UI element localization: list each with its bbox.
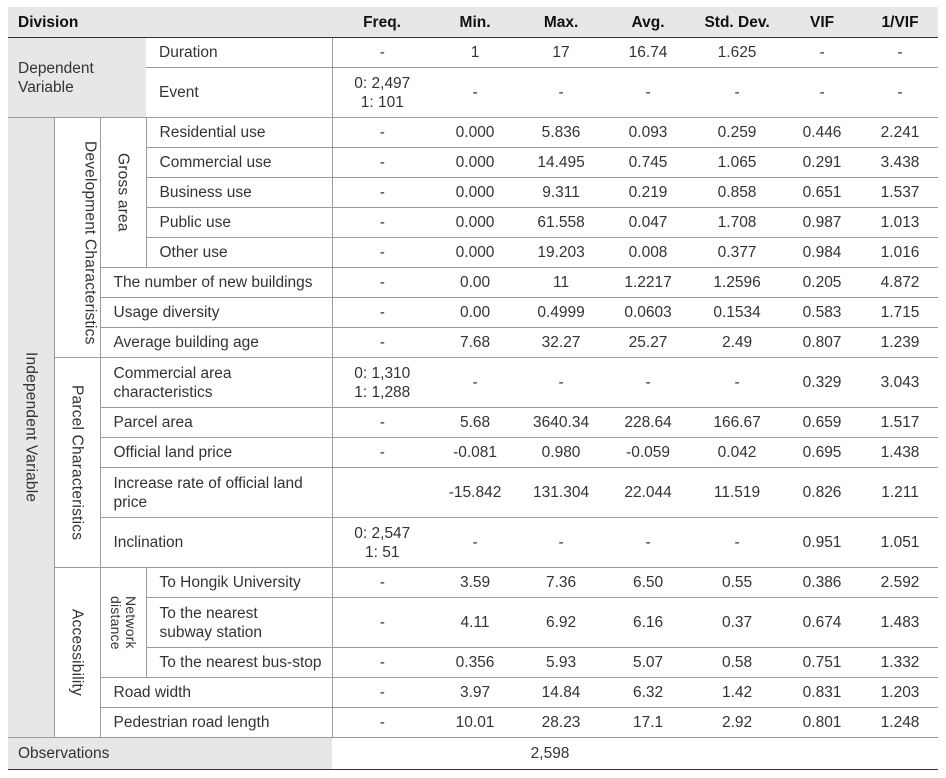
cell-min: 0.00 (432, 268, 518, 298)
header-min: Min. (432, 7, 518, 38)
cell-min: 10.01 (432, 708, 518, 738)
cell-avg: 0.0603 (604, 298, 692, 328)
cell-avg: 5.07 (604, 648, 692, 678)
cell-min: 0.000 (432, 148, 518, 178)
row-label: To the nearest bus-stop (146, 648, 332, 678)
cell-std: 0.042 (692, 438, 782, 468)
cell-max: 6.92 (518, 598, 604, 648)
cell-freq: - (332, 568, 432, 598)
cell-vif: 0.807 (782, 328, 862, 358)
cell-inv-vif: 1.332 (862, 648, 938, 678)
cell-freq: 0: 2,497 1: 101 (332, 68, 432, 118)
cell-min: 3.59 (432, 568, 518, 598)
cell-avg: 16.74 (604, 38, 692, 68)
cell-inv-vif: 1.483 (862, 598, 938, 648)
group-development-characteristics: Development Characteristics (54, 118, 100, 358)
cell-vif: 0.674 (782, 598, 862, 648)
table-row (8, 298, 938, 328)
cell-std: 1.2596 (692, 268, 782, 298)
cell-vif: 0.984 (782, 238, 862, 268)
cell-freq: - (332, 208, 432, 238)
row-label: Public use (146, 208, 332, 238)
cell-min: 0.000 (432, 238, 518, 268)
cell-avg: 0.047 (604, 208, 692, 238)
cell-freq: - (332, 268, 432, 298)
cell-min: -15.842 (432, 468, 518, 518)
cell-min: - (432, 358, 518, 408)
cell-inv-vif: 1.211 (862, 468, 938, 518)
cell-max: 9.311 (518, 178, 604, 208)
header-inv-vif: 1/VIF (862, 7, 938, 38)
cell-vif: 0.386 (782, 568, 862, 598)
cell-avg: 6.50 (604, 568, 692, 598)
row-label: Duration (146, 38, 332, 68)
header-std: Std. Dev. (692, 7, 782, 38)
header-division: Division (8, 7, 332, 38)
cell-freq: - (332, 678, 432, 708)
cell-inv-vif: 1.715 (862, 298, 938, 328)
table-row (8, 268, 938, 298)
table-row (8, 38, 938, 68)
group-dependent-variable: Dependent Variable (8, 38, 146, 118)
cell-avg: 0.093 (604, 118, 692, 148)
cell-inv-vif: 1.438 (862, 438, 938, 468)
row-label: Business use (146, 178, 332, 208)
cell-std: 11.519 (692, 468, 782, 518)
table-row (8, 708, 938, 738)
cell-min: 0.00 (432, 298, 518, 328)
table-row (8, 178, 938, 208)
cell-inv-vif: 1.537 (862, 178, 938, 208)
cell-vif: 0.951 (782, 518, 862, 568)
cell-avg: 1.2217 (604, 268, 692, 298)
row-label: The number of new buildings (100, 268, 332, 298)
cell-inv-vif: 1.248 (862, 708, 938, 738)
row-label: Residential use (146, 118, 332, 148)
cell-max: 28.23 (518, 708, 604, 738)
cell-std: 1.625 (692, 38, 782, 68)
cell-std: 1.065 (692, 148, 782, 178)
cell-freq: - (332, 708, 432, 738)
cell-freq (332, 468, 432, 518)
cell-inv-vif: 1.203 (862, 678, 938, 708)
row-label: Pedestrian road length (100, 708, 332, 738)
row-label: Commercial area characteristics (100, 358, 332, 408)
header-avg: Avg. (604, 7, 692, 38)
cell-max: 14.495 (518, 148, 604, 178)
cell-avg: - (604, 68, 692, 118)
header-row (8, 7, 938, 38)
row-label: Event (146, 68, 332, 118)
group-parcel-characteristics: Parcel Characteristics (54, 358, 100, 568)
cell-std: - (692, 358, 782, 408)
cell-std: 0.1534 (692, 298, 782, 328)
group-network-distance: Network distance (100, 568, 146, 678)
cell-freq: - (332, 38, 432, 68)
cell-freq: 0: 1,310 1: 1,288 (332, 358, 432, 408)
cell-vif: 0.987 (782, 208, 862, 238)
cell-min: -0.081 (432, 438, 518, 468)
cell-max: 17 (518, 38, 604, 68)
cell-inv-vif: 1.016 (862, 238, 938, 268)
cell-max: - (518, 358, 604, 408)
cell-std: 0.37 (692, 598, 782, 648)
cell-std: 2.92 (692, 708, 782, 738)
cell-inv-vif: 1.051 (862, 518, 938, 568)
cell-freq: - (332, 408, 432, 438)
cell-std: 2.49 (692, 328, 782, 358)
cell-avg: 228.64 (604, 408, 692, 438)
row-label: Commercial use (146, 148, 332, 178)
header-max: Max. (518, 7, 604, 38)
cell-vif: - (782, 38, 862, 68)
cell-freq: - (332, 148, 432, 178)
table-row (8, 358, 938, 408)
cell-freq: 0: 2,547 1: 51 (332, 518, 432, 568)
cell-freq: - (332, 328, 432, 358)
cell-max: 5.93 (518, 648, 604, 678)
cell-min: 0.000 (432, 178, 518, 208)
cell-inv-vif: 2.592 (862, 568, 938, 598)
cell-max: 3640.34 (518, 408, 604, 438)
cell-avg: -0.059 (604, 438, 692, 468)
table-row (8, 648, 938, 678)
cell-max: 0.4999 (518, 298, 604, 328)
row-label: To Hongik University (146, 568, 332, 598)
table-row (8, 438, 938, 468)
cell-max: 0.980 (518, 438, 604, 468)
group-accessibility: Accessibility (54, 568, 100, 738)
cell-avg: 0.219 (604, 178, 692, 208)
cell-avg: 6.32 (604, 678, 692, 708)
group-independent-variable: Independent Variable (8, 118, 54, 738)
cell-avg: 22.044 (604, 468, 692, 518)
cell-vif: 0.651 (782, 178, 862, 208)
cell-std: - (692, 518, 782, 568)
cell-inv-vif: 2.241 (862, 118, 938, 148)
table-row (8, 468, 938, 518)
cell-min: - (432, 518, 518, 568)
cell-std: 0.377 (692, 238, 782, 268)
cell-inv-vif: 3.043 (862, 358, 938, 408)
cell-avg: 17.1 (604, 708, 692, 738)
cell-std: 0.55 (692, 568, 782, 598)
observations-row (8, 738, 938, 770)
cell-avg: 0.008 (604, 238, 692, 268)
group-gross-area: Gross area (100, 118, 146, 268)
table-row (8, 598, 938, 648)
cell-vif: 0.205 (782, 268, 862, 298)
cell-freq: - (332, 118, 432, 148)
table-row (8, 238, 938, 268)
cell-std: 0.259 (692, 118, 782, 148)
cell-freq: - (332, 178, 432, 208)
cell-min: 5.68 (432, 408, 518, 438)
cell-vif: - (782, 68, 862, 118)
cell-avg: - (604, 518, 692, 568)
cell-vif: 0.801 (782, 708, 862, 738)
cell-max: - (518, 68, 604, 118)
table-row (8, 568, 938, 598)
cell-max: 131.304 (518, 468, 604, 518)
table-row (8, 328, 938, 358)
cell-freq: - (332, 438, 432, 468)
cell-avg: 0.745 (604, 148, 692, 178)
cell-inv-vif: - (862, 38, 938, 68)
cell-inv-vif: 4.872 (862, 268, 938, 298)
table-row (8, 148, 938, 178)
cell-freq: - (332, 298, 432, 328)
cell-avg: 6.16 (604, 598, 692, 648)
row-label: Official land price (100, 438, 332, 468)
cell-max: 19.203 (518, 238, 604, 268)
cell-min: 7.68 (432, 328, 518, 358)
observations-value: 2,598 (332, 738, 938, 770)
cell-min: 4.11 (432, 598, 518, 648)
row-label: Other use (146, 238, 332, 268)
cell-inv-vif: 3.438 (862, 148, 938, 178)
cell-std: 0.858 (692, 178, 782, 208)
cell-vif: 0.583 (782, 298, 862, 328)
cell-min: 0.000 (432, 118, 518, 148)
cell-min: 0.356 (432, 648, 518, 678)
cell-vif: 0.695 (782, 438, 862, 468)
row-label: Average building age (100, 328, 332, 358)
cell-min: 0.000 (432, 208, 518, 238)
row-label: Road width (100, 678, 332, 708)
cell-inv-vif: - (862, 68, 938, 118)
statistics-table (8, 7, 938, 770)
cell-std: 1.42 (692, 678, 782, 708)
cell-vif: 0.826 (782, 468, 862, 518)
cell-avg: 25.27 (604, 328, 692, 358)
cell-max: - (518, 518, 604, 568)
table-row (8, 408, 938, 438)
cell-std: 166.67 (692, 408, 782, 438)
cell-inv-vif: 1.239 (862, 328, 938, 358)
row-label: Parcel area (100, 408, 332, 438)
observations-label: Observations (8, 738, 332, 770)
cell-min: - (432, 68, 518, 118)
cell-avg: - (604, 358, 692, 408)
cell-max: 11 (518, 268, 604, 298)
cell-inv-vif: 1.013 (862, 208, 938, 238)
cell-freq: - (332, 598, 432, 648)
cell-vif: 0.831 (782, 678, 862, 708)
cell-freq: - (332, 648, 432, 678)
header-freq: Freq. (332, 7, 432, 38)
cell-max: 7.36 (518, 568, 604, 598)
cell-std: - (692, 68, 782, 118)
row-label: To the nearest subway station (146, 598, 332, 648)
cell-min: 3.97 (432, 678, 518, 708)
cell-std: 1.708 (692, 208, 782, 238)
header-vif: VIF (782, 7, 862, 38)
cell-max: 14.84 (518, 678, 604, 708)
table-row (8, 678, 938, 708)
cell-vif: 0.291 (782, 148, 862, 178)
cell-max: 32.27 (518, 328, 604, 358)
table-row (8, 518, 938, 568)
cell-vif: 0.659 (782, 408, 862, 438)
cell-vif: 0.329 (782, 358, 862, 408)
cell-vif: 0.751 (782, 648, 862, 678)
cell-freq: - (332, 238, 432, 268)
cell-min: 1 (432, 38, 518, 68)
cell-std: 0.58 (692, 648, 782, 678)
row-label: Usage diversity (100, 298, 332, 328)
cell-max: 5.836 (518, 118, 604, 148)
table-row (8, 68, 938, 118)
table-row (8, 118, 938, 148)
row-label: Inclination (100, 518, 332, 568)
cell-max: 61.558 (518, 208, 604, 238)
cell-vif: 0.446 (782, 118, 862, 148)
table-row (8, 208, 938, 238)
cell-inv-vif: 1.517 (862, 408, 938, 438)
row-label: Increase rate of official land price (100, 468, 332, 518)
